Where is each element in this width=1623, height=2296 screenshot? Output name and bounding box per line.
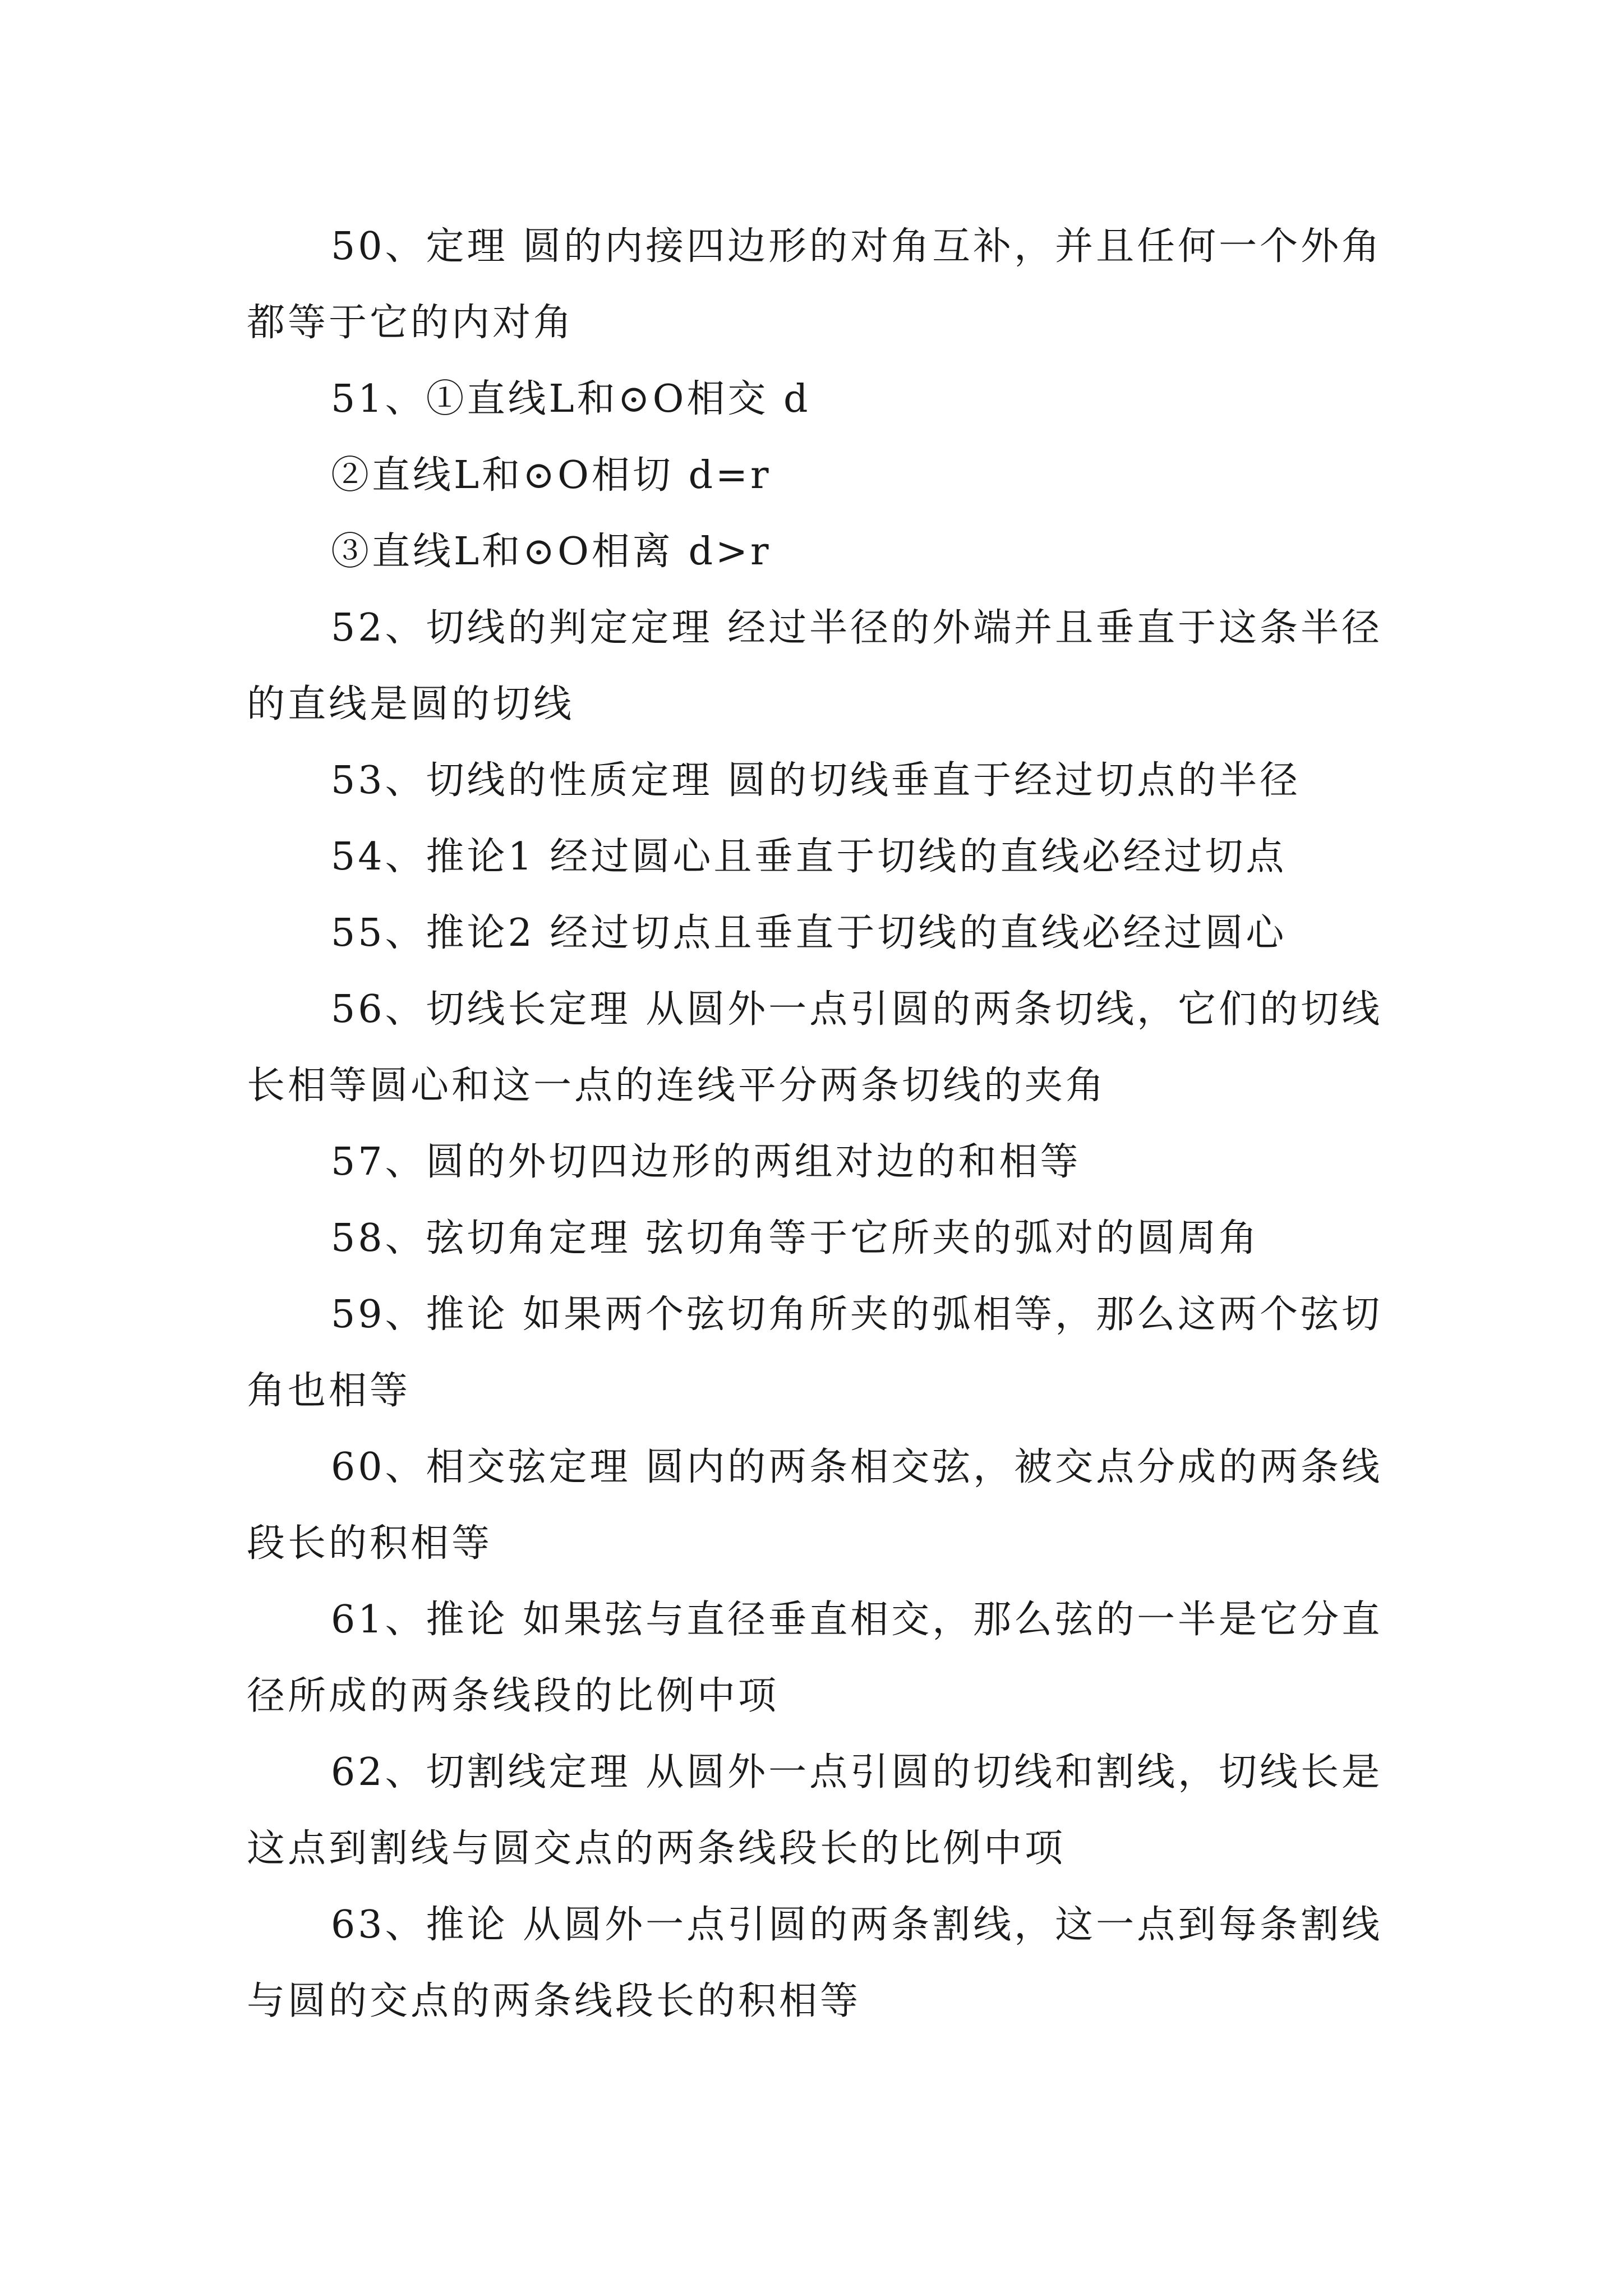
paragraph-theorem-51-case-2: ②直线L和⊙O相切 d=r [331, 453, 772, 498]
paragraph-theorem-61: 61、推论 如果弦与直径垂直相交，那么弦的一半是它分直径所成的两条线段的比例中项 [247, 1598, 1383, 1718]
paragraph-theorem-53: 53、切线的性质定理 圆的切线垂直于经过切点的半径 [331, 758, 1301, 803]
paragraph-theorem-57: 57、圆的外切四边形的两组对边的和相等 [331, 1140, 1081, 1184]
paragraph-theorem-60: 60、相交弦定理 圆内的两条相交弦，被交点分成的两条线段长的积相等 [247, 1445, 1383, 1566]
paragraph-theorem-63: 63、推论 从圆外一点引圆的两条割线，这一点到每条割线与圆的交点的两条线段长的积相等 [247, 1903, 1383, 2023]
document-body [247, 209, 1391, 2040]
paragraph-theorem-50: 50、定理 圆的内接四边形的对角互补，并且任何一个外角都等于它的内对角 [247, 224, 1383, 345]
paragraph-theorem-56: 56、切线长定理 从圆外一点引圆的两条切线，它们的切线长相等圆心和这一点的连线平分两条切线的夹角 [247, 987, 1383, 1108]
paragraph-theorem-51-case-3: ③直线L和⊙O相离 d>r [331, 530, 772, 574]
paragraph-theorem-54: 54、推论1 经过圆心且垂直于切线的直线必经过切点 [331, 835, 1287, 879]
paragraph-theorem-62: 62、切割线定理 从圆外一点引圆的切线和割线，切线长是这点到割线与圆交点的两条线段长的比例中项 [247, 1750, 1383, 1871]
paragraph-theorem-59: 59、推论 如果两个弦切角所夹的弧相等，那么这两个弦切角也相等 [247, 1292, 1383, 1413]
paragraph-theorem-52: 52、切线的判定定理 经过半径的外端并且垂直于这条半径的直线是圆的切线 [247, 606, 1383, 726]
paragraph-theorem-51-case-1: 51、①直线L和⊙O相交 d [331, 377, 811, 421]
paragraph-theorem-55: 55、推论2 经过切点且垂直于切线的直线必经过圆心 [331, 911, 1287, 955]
paragraph-theorem-58: 58、弦切角定理 弦切角等于它所夹的弧对的圆周角 [331, 1216, 1260, 1260]
